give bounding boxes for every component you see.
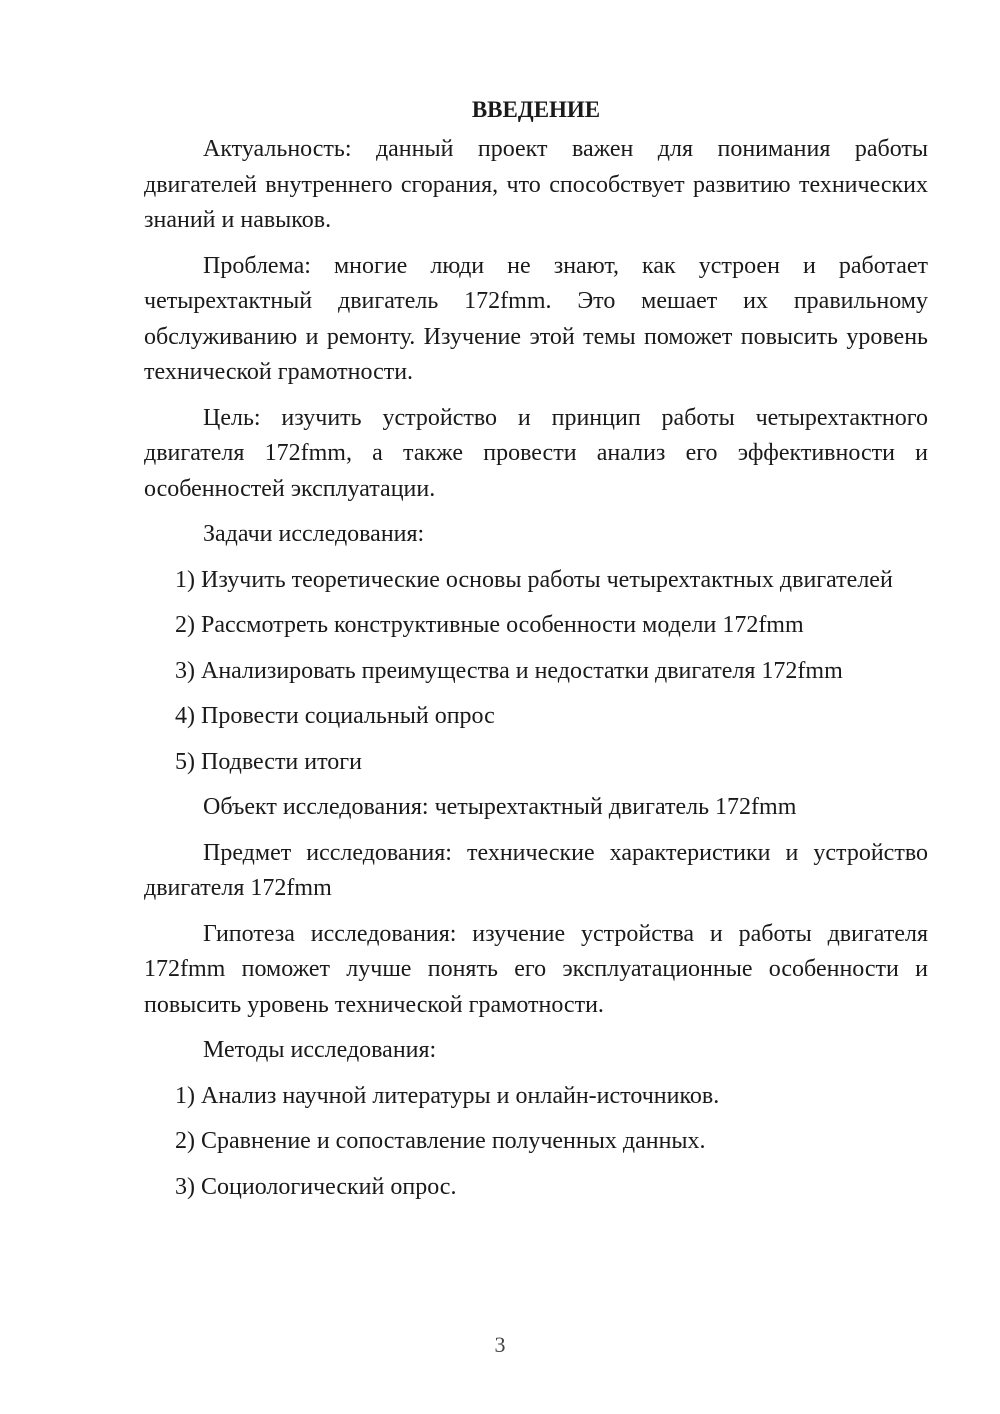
- hypothesis-paragraph: Гипотеза исследования: изучение устройства и работы двигателя 172fmm поможет лучше понять его эксплуатационные особенности и повысить уровень технической грамотности.: [144, 920, 928, 1018]
- list-item: 2) Сравнение и сопоставление полученных данных.: [175, 1128, 706, 1154]
- list-item: 1) Анализ научной литературы и онлайн-источников.: [175, 1082, 720, 1109]
- methods-heading: Методы исследования:: [203, 1037, 437, 1063]
- page-content: [144, 92, 928, 1215]
- tasks-heading: Задачи исследования:: [203, 521, 425, 547]
- list-item: 1) Изучить теоретические основы работы четырехтактных двигателей: [175, 566, 893, 593]
- list-item: 3) Социологический опрос.: [175, 1173, 457, 1200]
- tasks-list: [144, 563, 928, 781]
- list-item: 4) Провести социальный опрос: [175, 703, 495, 729]
- subject-paragraph: Предмет исследования: технические характеристики и устройство двигателя 172fmm: [144, 839, 928, 901]
- list-item: 2) Рассмотреть конструктивные особенности модели 172fmm: [175, 612, 804, 638]
- section-title: ВВЕДЕНИЕ: [471, 97, 601, 122]
- problem-paragraph: Проблема: многие люди не знают, как устроен и работает четырехтактный двигатель 172fmm. Это мешает их правильному обслуживанию и ремонту. Изучение этой темы поможет повысить уровень технической грамотности.: [144, 252, 928, 385]
- page-number: 3: [494, 1332, 506, 1357]
- goal-paragraph: Цель: изучить устройство и принцип работы четырехтактного двигателя 172fmm, а также провести анализ его эффективности и особенностей эксплуатации.: [144, 404, 928, 502]
- list-item: 3) Анализировать преимущества и недостатки двигателя 172fmm: [175, 657, 843, 684]
- object-paragraph: Объект исследования: четырехтактный двигатель 172fmm: [203, 794, 797, 820]
- list-item: 5) Подвести итоги: [175, 748, 362, 775]
- methods-list: [144, 1079, 928, 1206]
- relevance-paragraph: Актуальность: данный проект важен для понимания работы двигателей внутреннего сгорания, что способствует развитию технических знаний и навыков.: [144, 136, 928, 233]
